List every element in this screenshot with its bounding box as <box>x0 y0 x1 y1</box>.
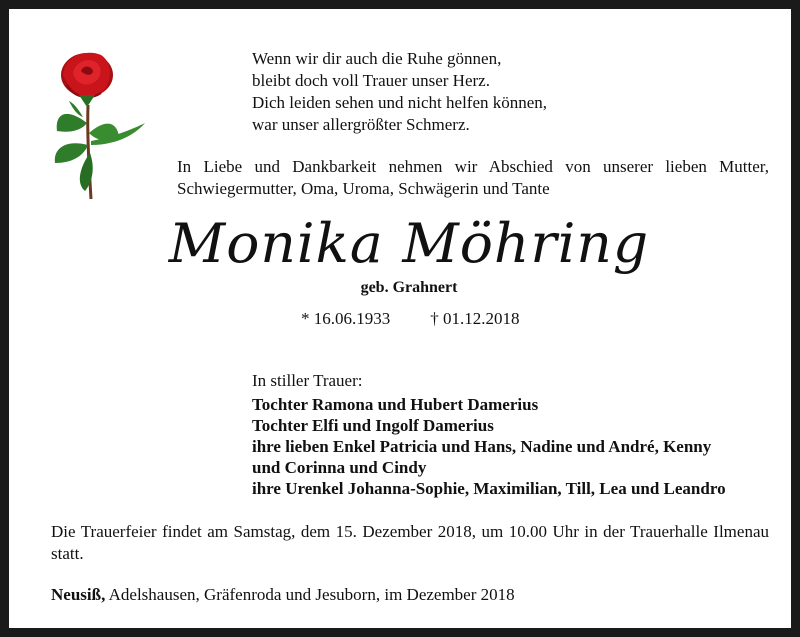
poem-line: bleibt doch voll Trauer unser Herz. <box>252 71 490 90</box>
birth-name: geb. Grahnert <box>360 279 458 296</box>
poem-line: Wenn wir dir auch die Ruhe gönnen, <box>252 49 502 68</box>
mourners-list <box>252 394 726 499</box>
birth-date: * 16.06.1933 <box>301 309 391 328</box>
place-town: Neusiß, <box>51 585 106 604</box>
deceased-name: Monika Möhring <box>168 212 650 275</box>
mourner-line: Tochter Elfi und Ingolf Damerius <box>252 416 494 435</box>
mourner-line: ihre lieben Enkel Patricia und Hans, Nadine und André, Kenny <box>252 437 712 456</box>
red-rose-icon <box>43 45 153 205</box>
mourner-line: Tochter Ramona und Hubert Damerius <box>252 395 539 414</box>
poem-line: war unser allergrößter Schmerz. <box>252 115 470 134</box>
death-date: † 01.12.2018 <box>430 309 520 328</box>
funeral-notice: Die Trauerfeier findet am Samstag, dem 15. Dezember 2018, um 10.00 Uhr in der Trauerhalle Ilmenau statt. <box>51 522 769 563</box>
poem-line: Dich leiden sehen und nicht helfen können, <box>252 93 548 112</box>
mourner-line: ihre Urenkel Johanna-Sophie, Maximilian, Till, Lea und Leandro <box>252 479 726 498</box>
poem <box>252 48 547 136</box>
life-dates <box>301 308 520 330</box>
place-rest: Adelshausen, Gräfenroda und Jesuborn, im Dezember 2018 <box>105 585 515 604</box>
mourning-label: In stiller Trauer: <box>252 371 363 390</box>
mourner-line: und Corinna und Cindy <box>252 458 427 477</box>
farewell-intro: In Liebe und Dankbarkeit nehmen wir Abschied von unserer lieben Mutter, Schwiegermutter, Oma, Uroma, Schwägerin und Tante <box>177 157 769 198</box>
place-and-date <box>51 584 515 606</box>
